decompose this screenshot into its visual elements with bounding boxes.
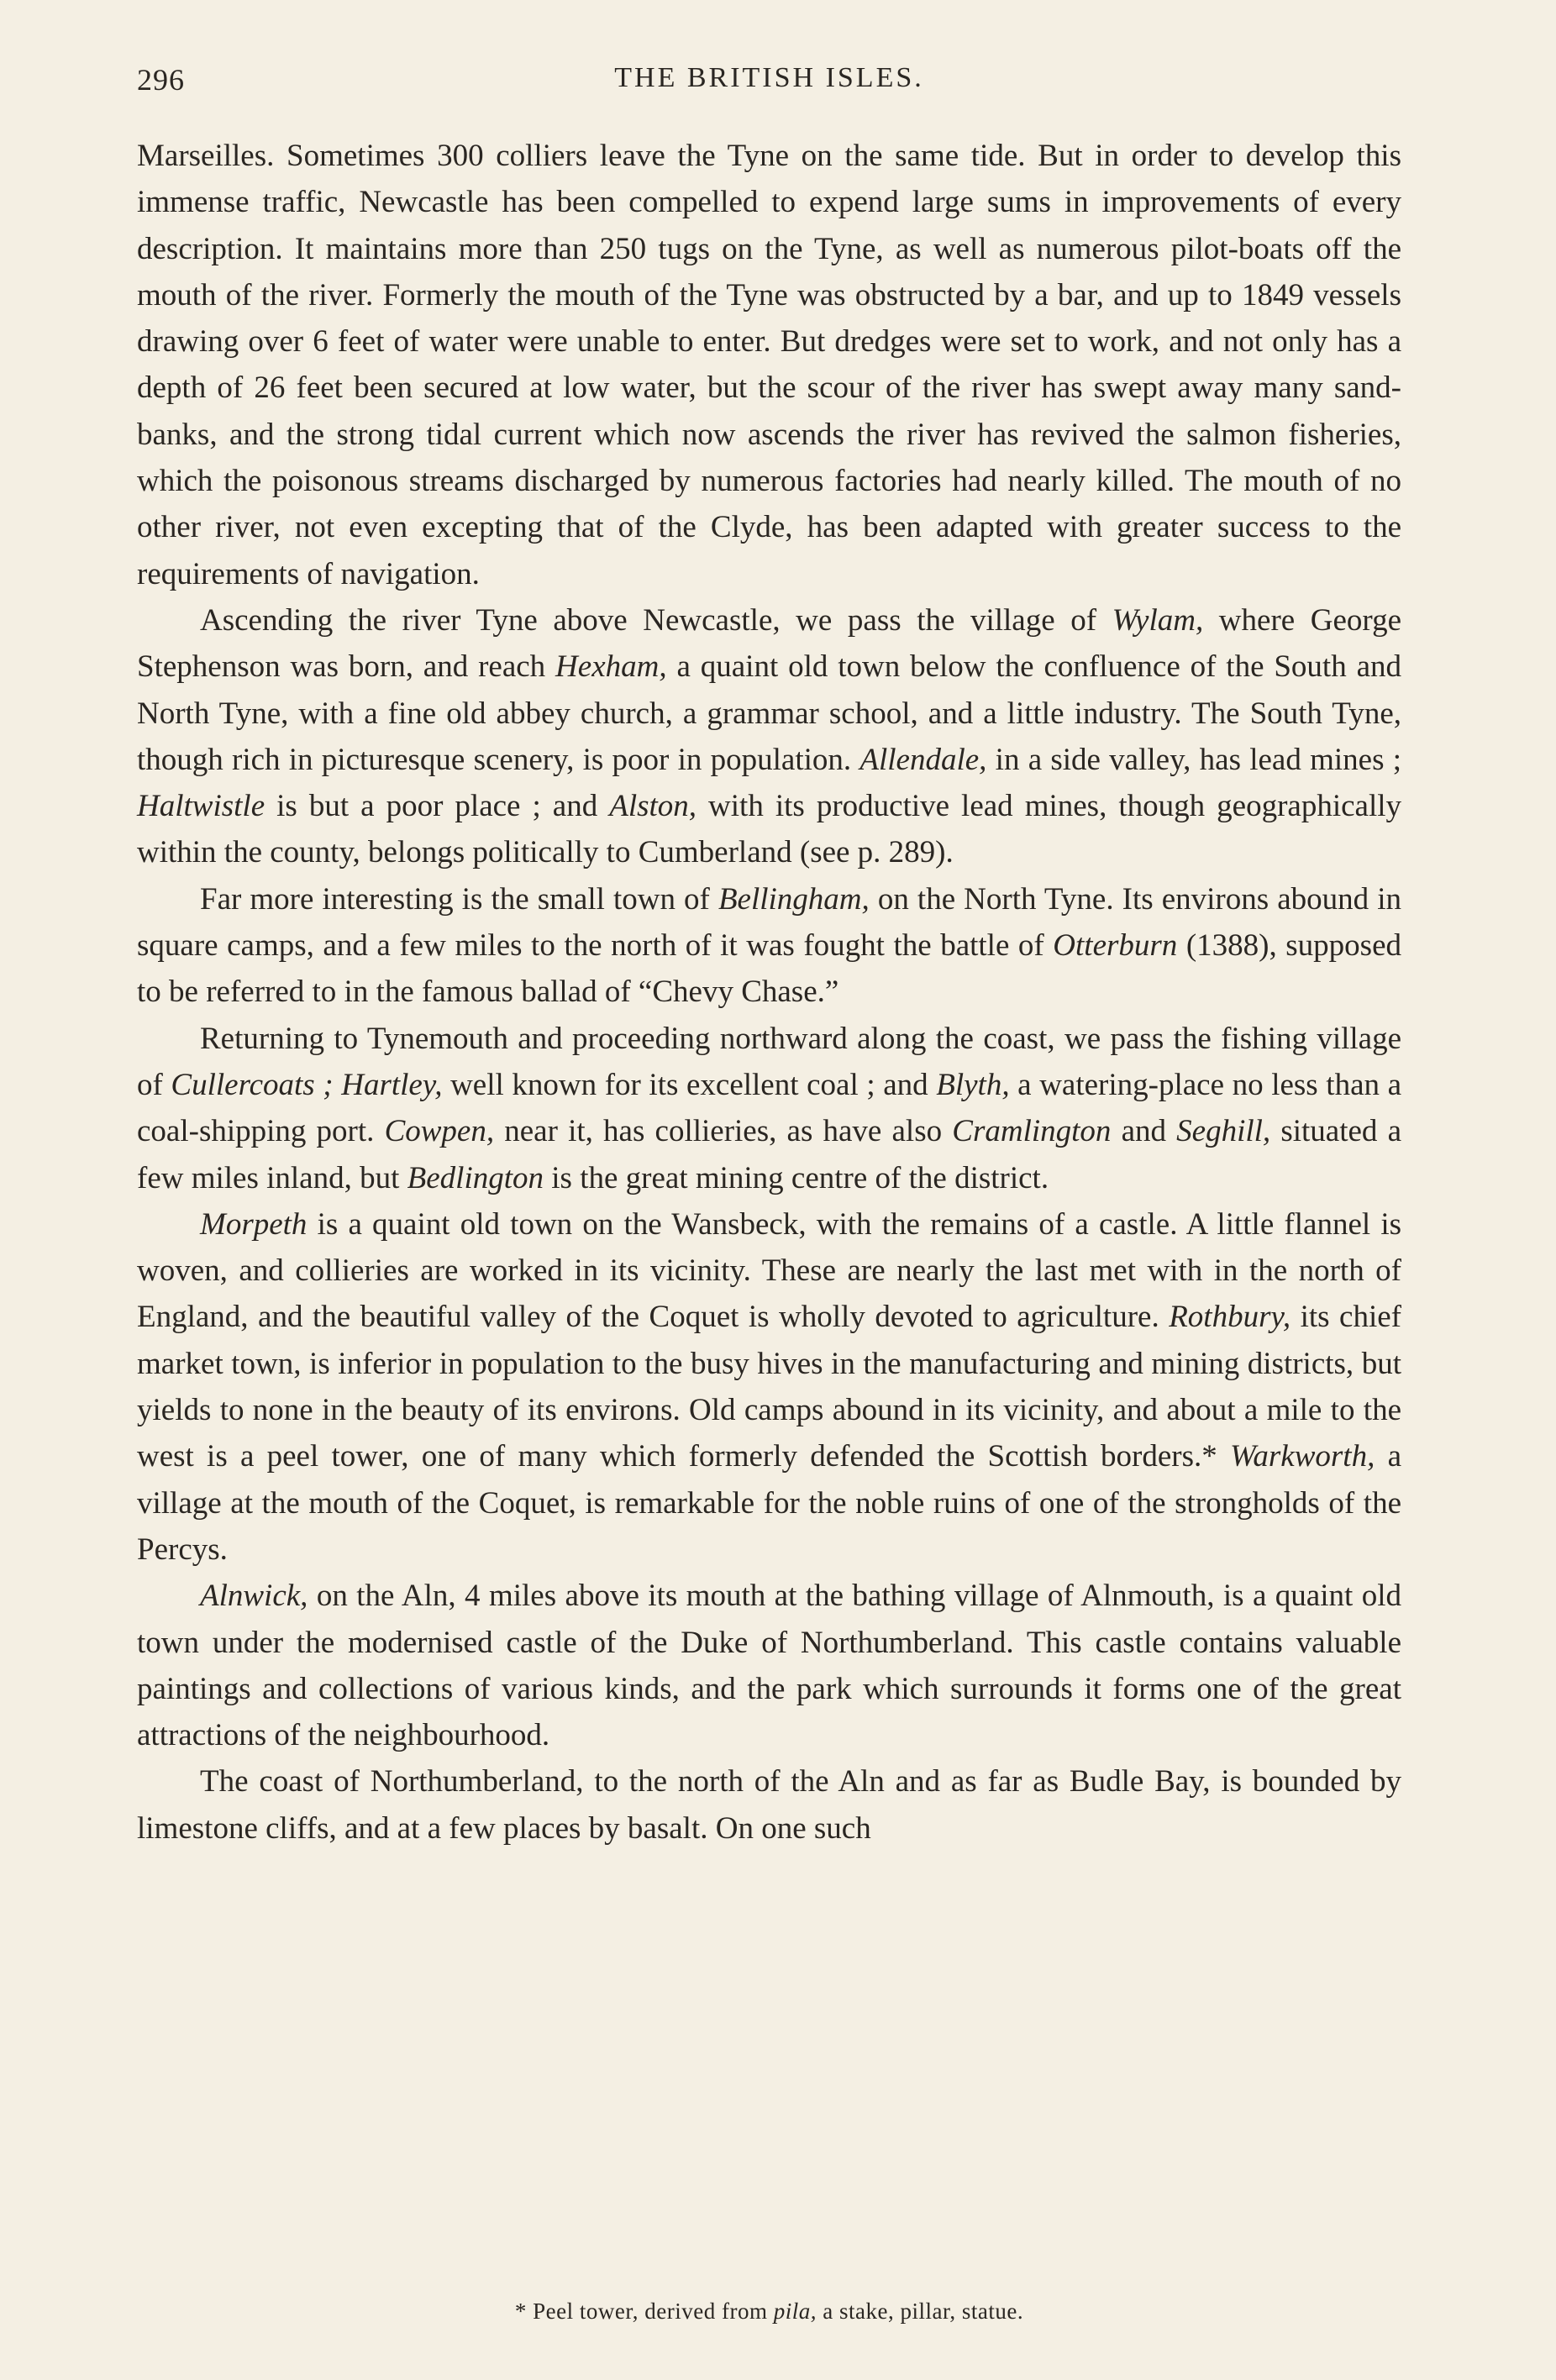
text-run: a village at the mouth of the Coquet, is remarkable for the noble ruins of one of the strongholds of the Percys. <box>137 1439 1401 1567</box>
page-number: 296 <box>137 63 185 97</box>
text-run <box>334 1068 342 1102</box>
place-name: Cullercoats ; <box>171 1067 334 1102</box>
text-run: a watering-place no less than a coal-shipping port. <box>137 1067 1402 1149</box>
paragraph <box>137 597 1401 876</box>
place-name: Hartley, <box>341 1067 443 1102</box>
place-name: Haltwistle <box>137 789 265 824</box>
paragraph <box>137 133 1401 597</box>
place-name: Bedlington <box>407 1160 544 1195</box>
footnote-prefix: * Peel tower, derived from <box>514 2299 774 2324</box>
body-text <box>137 133 1401 1852</box>
place-name: Cramlington <box>952 1114 1112 1149</box>
text-run: Returning to Tynemouth and proceeding northward along the coast, we pass the fishing village of <box>137 1021 1401 1102</box>
text-run: situated a few miles inland, but <box>137 1114 1401 1195</box>
footnote <box>137 2299 1401 2325</box>
place-name: Wylam, <box>1112 602 1204 638</box>
paragraph <box>137 1016 1401 1201</box>
text-run: well known for its excellent coal ; and <box>442 1067 937 1102</box>
text-run: The coast of Northumberland, to the north of the Aln and as far as Budle Bay, is bounded by limestone cliffs, and at a few places by basalt. On one such <box>137 1764 1401 1846</box>
text-run: is but a poor place ; and <box>265 789 610 824</box>
paragraph <box>137 1758 1401 1852</box>
text-run: where George Stephenson was born, and reach <box>137 602 1401 685</box>
text-run: is the great mining centre of the district. <box>544 1160 1049 1195</box>
paragraph <box>137 1573 1401 1758</box>
text-run: Far more interesting is the small town of <box>200 881 718 917</box>
place-name: Rothbury, <box>1169 1300 1291 1335</box>
text-run: a quaint old town below the confluence of the South and North Tyne, with a fine old abbey church, a grammar school, and a little industry. The South Tyne, though rich in picturesque scenery, is poor in population. <box>137 649 1401 777</box>
place-name: Otterburn <box>1053 928 1178 964</box>
text-run: is a quaint old town on the Wansbeck, with the remains of a castle. A little flannel is woven, and collieries are worked in its vicinity. These are nearly the last met with in the north of England, and the beautiful valley of the Coquet is wholly devoted to agriculture. <box>137 1206 1401 1335</box>
text-run: on the Aln, 4 miles above its mouth at the bathing village of Alnmouth, is a quaint old town under the modernised castle of the Duke of Northumberland. This castle contains valuable paintings and collections of various kinds, and the park which surrounds it forms one of the great attractions of the neighbourhood. <box>137 1579 1401 1753</box>
text-run: (1388), supposed to be referred to in the famous ballad of “Chevy Chase.” <box>137 928 1401 1010</box>
place-name: Alston, <box>609 789 697 824</box>
running-head: THE BRITISH ISLES. <box>614 62 924 93</box>
text-run: with its productive lead mines, though geographically within the county, belongs politically to Cumberland (see p. 289). <box>137 789 1401 870</box>
footnote-term: pila, <box>773 2299 817 2324</box>
text-run: Marseilles. Sometimes 300 colliers leave the Tyne on the same tide. But in order to develop this immense traffic, Newcastle has been compelled to expend large sums in improvements of every description. It maintains more than 250 tugs on the Tyne, as well as numerous pilot-boats off the mouth of the river. Formerly the mouth of the Tyne was obstructed by a bar, and up to 1849 vessels drawing over 6 feet of water were unable to enter. But dredges were set to work, and not only has a depth of 26 feet been secured at low water, but the scour of the river has swept away many sand-banks, and the strong tidal current which now ascends the river has revived the salmon fisheries, which the poisonous streams discharged by numerous factories had nearly killed. The mouth of no other river, not even excepting that of the Clyde, has been adapted with greater success to the requirements of navigation. <box>137 139 1401 591</box>
place-name: Allendale, <box>859 742 987 777</box>
place-name: Morpeth <box>200 1206 308 1242</box>
footnote-suffix: a stake, pillar, statue. <box>817 2299 1024 2324</box>
text-run: in a side valley, has lead mines ; <box>986 742 1401 777</box>
text-run: and <box>1111 1114 1177 1149</box>
text-run: on the North Tyne. Its environs abound in square camps, and a few miles to the north of it was fought the battle of <box>137 881 1401 964</box>
paragraph <box>137 876 1401 1016</box>
text-run: its chief market town, is inferior in population to the busy hives in the manufacturing and mining districts, but yields to none in the beauty of its environs. Old camps abound in its vicinity, and about a mile to the west is a peel tower, one of many which formerly defended the Scottish borders.* <box>137 1300 1402 1474</box>
place-name: Seghill, <box>1176 1114 1271 1149</box>
text-run: Ascending the river Tyne above Newcastle, we pass the village of <box>200 602 1112 638</box>
place-name: Bellingham, <box>718 881 870 917</box>
page-header <box>137 62 1401 113</box>
place-name: Blyth, <box>936 1067 1010 1102</box>
place-name: Warkworth, <box>1229 1439 1375 1474</box>
place-name: Alnwick, <box>200 1579 308 1614</box>
place-name: Hexham, <box>555 649 667 685</box>
text-run: near it, has collieries, as have also <box>494 1114 953 1149</box>
paragraph <box>137 1201 1401 1573</box>
place-name: Cowpen, <box>384 1114 495 1149</box>
